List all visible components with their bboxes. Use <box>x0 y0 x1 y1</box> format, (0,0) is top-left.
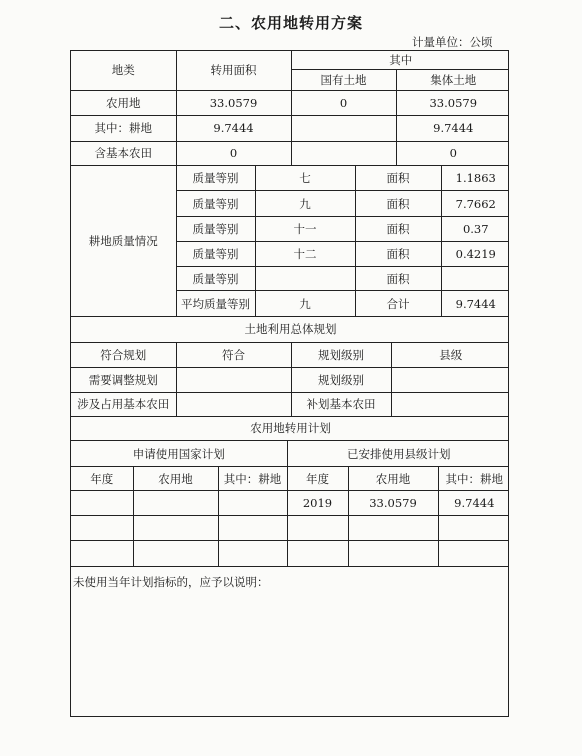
column-header: 年度 <box>71 467 133 491</box>
land-row-name: 其中：耕地 <box>71 115 176 141</box>
planning-level-label: 规划级别 <box>291 342 391 367</box>
plan-cell <box>133 516 218 541</box>
quality-grade <box>255 267 355 291</box>
plan-cell <box>218 541 287 567</box>
land-row-state <box>291 115 396 141</box>
plan-cell <box>438 516 509 541</box>
unit-label: 计量单位：公顷 <box>412 35 493 49</box>
quality-grade-label: 质量等别 <box>176 191 255 217</box>
plan-cell <box>287 516 348 541</box>
planning-level-value <box>391 367 509 392</box>
quality-grade: 九 <box>255 291 355 317</box>
quality-grade-label: 质量等别 <box>176 166 255 191</box>
planning-level-label: 规划级别 <box>291 367 391 392</box>
quality-grade: 七 <box>255 166 355 191</box>
quality-area: 9.7444 <box>441 291 509 317</box>
table-row <box>71 491 509 516</box>
quality-area-label: 面积 <box>355 242 441 267</box>
land-row-collective: 9.7444 <box>396 115 509 141</box>
plan-cell: 33.0579 <box>348 491 438 516</box>
plan-cell <box>218 491 287 516</box>
conversion-plan-header: 农用地转用计划 <box>71 417 509 441</box>
land-row-state <box>291 141 396 165</box>
national-plan-header: 申请使用国家计划 <box>71 441 287 467</box>
quality-area-label: 面积 <box>355 191 441 217</box>
planning-label: 符合规划 <box>71 342 176 367</box>
planning-level-value <box>391 392 509 416</box>
column-header: 年度 <box>287 467 348 491</box>
quality-grade-label: 质量等别 <box>176 217 255 242</box>
table-row <box>71 541 509 567</box>
land-row-collective: 33.0579 <box>396 90 509 115</box>
land-row-state: 0 <box>291 90 396 115</box>
plan-cell <box>71 491 133 516</box>
planning-value <box>176 392 291 416</box>
planning-header: 土地利用总体规划 <box>71 317 509 342</box>
planning-level-label: 补划基本农田 <box>291 392 391 416</box>
land-row-name: 含基本农田 <box>71 141 176 165</box>
land-row-collective: 0 <box>396 141 509 165</box>
page-title: 二、农用地转用方案 <box>218 14 363 32</box>
plan-cell <box>348 516 438 541</box>
conversion-plan-table <box>71 417 509 568</box>
planning-value: 符合 <box>176 342 291 367</box>
quality-area: 1.1863 <box>441 166 509 191</box>
header-among: 其中 <box>291 51 509 69</box>
column-header: 其中：耕地 <box>438 467 509 491</box>
planning-value <box>176 367 291 392</box>
land-row-area: 0 <box>176 141 291 165</box>
explanation-note: 未使用当年计划指标的，应予以说明： <box>73 575 269 589</box>
quality-area-label: 面积 <box>355 166 441 191</box>
plan-cell <box>133 541 218 567</box>
quality-grade-label: 质量等别 <box>176 242 255 267</box>
quality-area: 0.4219 <box>441 242 509 267</box>
quality-area-label: 面积 <box>355 217 441 242</box>
quality-label: 耕地质量情况 <box>71 166 176 317</box>
column-header: 其中：耕地 <box>218 467 287 491</box>
land-type-table <box>71 51 509 166</box>
plan-cell <box>287 541 348 567</box>
quality-table <box>71 166 509 318</box>
planning-level-value: 县级 <box>391 342 509 367</box>
quality-area-label: 面积 <box>355 267 441 291</box>
quality-area: 7.7662 <box>441 191 509 217</box>
quality-grade-label: 平均质量等别 <box>176 291 255 317</box>
plan-cell: 2019 <box>287 491 348 516</box>
quality-area: 0.37 <box>441 217 509 242</box>
header-land-type: 地类 <box>71 51 176 90</box>
quality-grade: 十一 <box>255 217 355 242</box>
plan-cell <box>71 541 133 567</box>
column-header: 农用地 <box>133 467 218 491</box>
column-header: 农用地 <box>348 467 438 491</box>
plan-cell <box>218 516 287 541</box>
quality-grade: 十二 <box>255 242 355 267</box>
county-plan-header: 已安排使用县级计划 <box>287 441 509 467</box>
plan-cell <box>71 516 133 541</box>
plan-cell: 9.7444 <box>438 491 509 516</box>
header-converted-area: 转用面积 <box>176 51 291 90</box>
quality-area <box>441 267 509 291</box>
land-row-area: 9.7444 <box>176 115 291 141</box>
land-row-name: 农用地 <box>71 90 176 115</box>
plan-cell <box>438 541 509 567</box>
land-row-area: 33.0579 <box>176 90 291 115</box>
plan-cell <box>348 541 438 567</box>
quality-area-label: 合计 <box>355 291 441 317</box>
planning-table <box>71 317 509 417</box>
plan-cell <box>133 491 218 516</box>
quality-grade: 九 <box>255 191 355 217</box>
quality-grade-label: 质量等别 <box>176 267 255 291</box>
header-state-land: 国有土地 <box>291 69 396 90</box>
planning-label: 涉及占用基本农田 <box>71 392 176 416</box>
table-row <box>71 516 509 541</box>
header-collective-land: 集体土地 <box>396 69 509 90</box>
planning-label: 需要调整规划 <box>71 367 176 392</box>
